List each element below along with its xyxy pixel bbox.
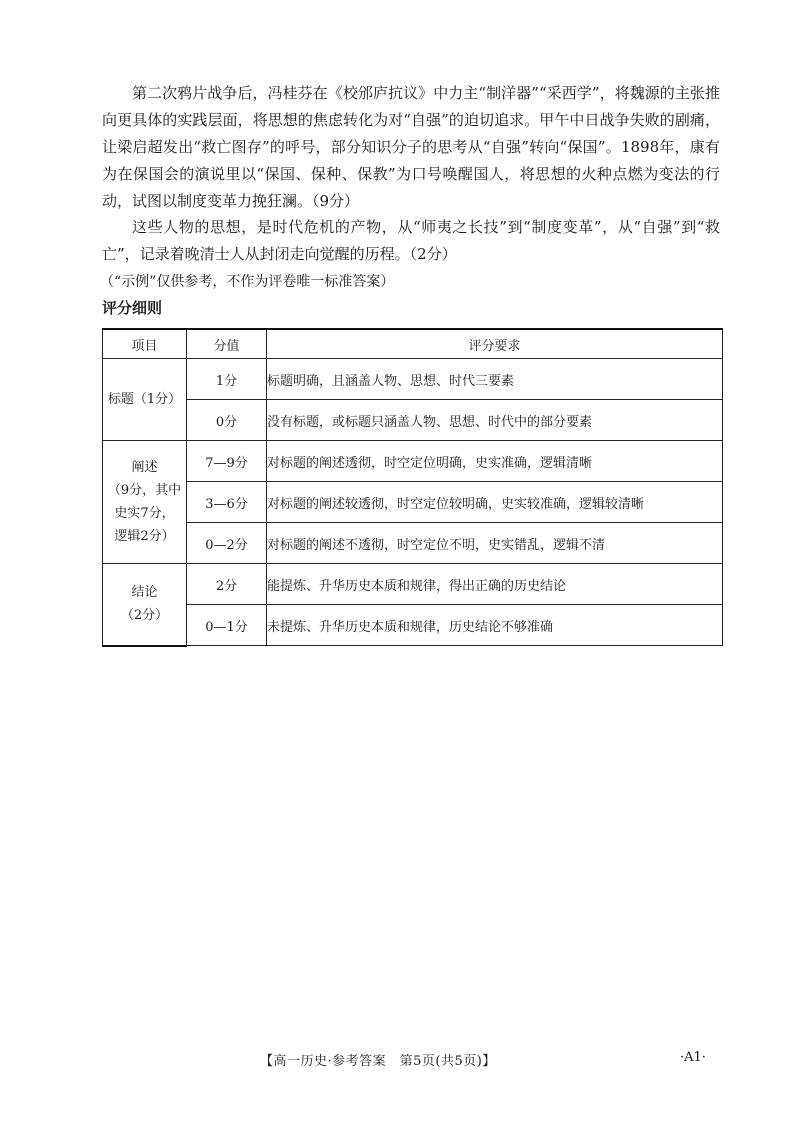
header-requirement: 评分要求 [267, 329, 723, 359]
header-item: 项目 [103, 329, 187, 359]
item-line: （9分，其中 [107, 483, 182, 498]
score-cell: 7—9分 [187, 441, 267, 482]
table-row [103, 523, 723, 564]
header-score: 分值 [187, 329, 267, 359]
score-cell: 2分 [187, 564, 267, 605]
requirement-cell: 没有标题，或标题只涵盖人物、思想、时代中的部分要素 [267, 400, 723, 441]
requirement-cell: 对标题的阐述透彻，时空定位明确，史实准确，逻辑清晰 [267, 441, 723, 482]
requirement-cell: 对标题的阐述较透彻，时空定位较明确，史实较准确，逻辑较清晰 [267, 482, 723, 523]
item-conclusion [103, 564, 187, 646]
requirement-cell: 能提炼、升华历史本质和规律，得出正确的历史结论 [267, 564, 723, 605]
item-line: 标题（1分） [107, 392, 182, 407]
grading-table [102, 328, 723, 647]
requirement-cell: 对标题的阐述不透彻，时空定位不明，史实错乱，逻辑不清 [267, 523, 723, 564]
score-cell: 0分 [187, 400, 267, 441]
item-elaboration [103, 441, 187, 564]
answer-paragraph-2: 这些人物的思想，是时代危机的产物，从“师夷之长技”到“制度变革”，从“自强”到“救亡”，记录着晚清士人从封闭走向觉醒的历程。（2分） [102, 218, 720, 263]
table-row [103, 564, 723, 605]
score-cell: 3—6分 [187, 482, 267, 523]
item-title [103, 359, 187, 441]
score-cell: 0—1分 [187, 605, 267, 646]
table-row [103, 482, 723, 523]
requirement-cell: 未提炼、升华历史本质和规律，历史结论不够准确 [267, 605, 723, 646]
item-line: 史实7分， [114, 506, 175, 521]
score-cell: 0—2分 [187, 523, 267, 564]
score-cell: 1分 [187, 359, 267, 400]
answer-paragraph-1: 第二次鸦片战争后，冯桂芬在《校邠庐抗议》中力主“制洋器”“采西学”，将魏源的主张推向更具体的实践层面，将思想的焦虑转化为对“自强”的迫切追求。甲午中日战争失败的剧痛，让梁启超发出“救亡图存”的呼号，部分知识分子的思考从“自强”转向“保国”。1898年，康有为在保国会的演说里以“保国、保种、保教”为口号唤醒国人，将思想的火种点燃为变法的行动，试图以制度变革力挽狂澜。（9分） [102, 84, 720, 210]
item-line: 逻辑2分） [114, 529, 175, 544]
page-footer: 【高一历史·参考答案 第5页(共5页)】 [260, 1054, 496, 1069]
section-title: 评分细则 [102, 299, 163, 317]
item-line: （2分） [120, 608, 169, 624]
table-row [103, 400, 723, 441]
table-row [103, 605, 723, 646]
page-code: ·A1· [680, 1050, 706, 1065]
table-row [103, 359, 723, 400]
requirement-cell: 标题明确，且涵盖人物、思想、时代三要素 [267, 359, 723, 400]
item-line: 结论 [131, 585, 158, 601]
example-note: （“示例”仅供参考，不作为评卷唯一标准答案） [100, 274, 395, 290]
table-header-row [103, 329, 723, 359]
item-line: 阐述 [131, 460, 158, 475]
table-row [103, 441, 723, 482]
